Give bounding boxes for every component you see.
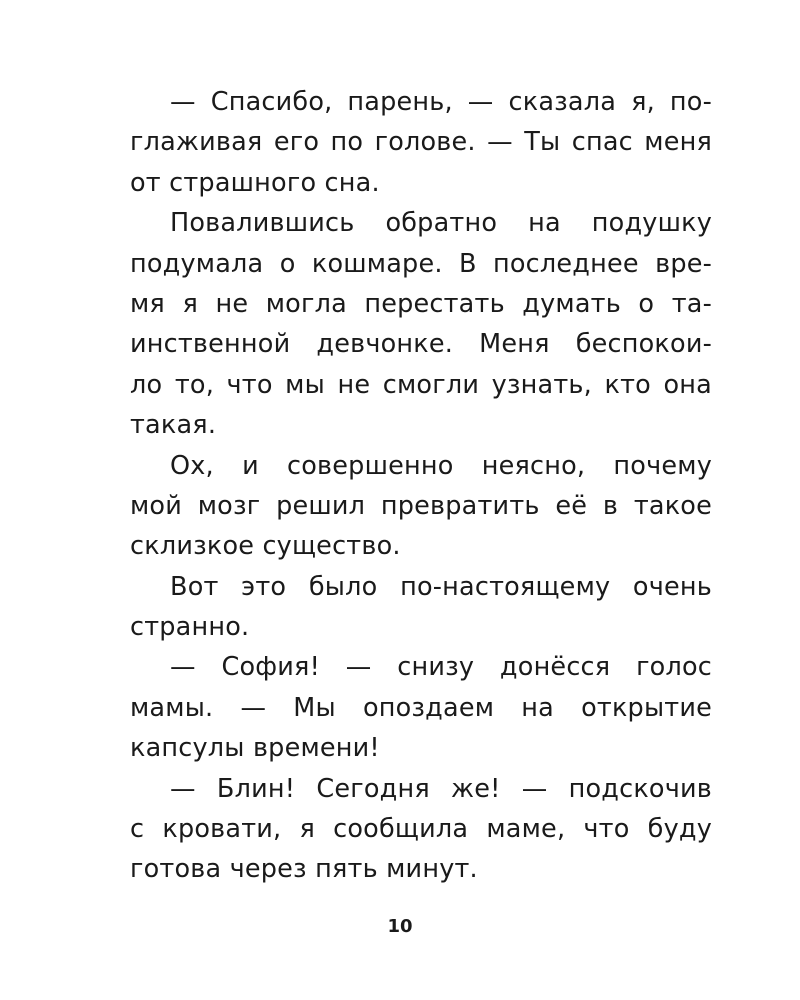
text-line: — София! — снизу донёсся голос (170, 652, 712, 683)
text-line: капсулы времени! (130, 733, 380, 764)
paragraph (130, 647, 712, 768)
text-line: ло то, что мы не смогли узнать, кто она (130, 369, 712, 400)
page-number: 10 (387, 916, 413, 937)
text-line: глаживая его по голове. — Ты спас меня (130, 127, 712, 158)
text-line: — Спасибо, парень, — сказала я, по- (170, 87, 712, 117)
paragraph (130, 769, 712, 890)
text-line: мамы. — Мы опоздаем на открытие (130, 692, 712, 723)
text-line: — Блин! Сегодня же! — подскочив (170, 773, 712, 804)
text-line: Вот это было по-настоящему очень (170, 571, 712, 602)
text-line: мя я не могла перестать думать о та- (130, 288, 712, 319)
text-line: инственной девчонке. Меня беспокои- (130, 329, 712, 360)
text-line: мой мозг решил превратить её в такое (130, 490, 712, 521)
text-line: с кровати, я сообщила маме, что буду (130, 814, 712, 845)
paragraph (130, 446, 712, 567)
text-line: от страшного сна. (130, 167, 380, 198)
paragraph (130, 82, 712, 203)
text-line: склизкое существо. (130, 531, 401, 562)
text-line: готова через пять минут. (130, 854, 478, 885)
text-line: такая. (130, 410, 217, 441)
text-line: Повалившись обратно на подушку (170, 208, 712, 239)
page-body (130, 82, 712, 890)
paragraph (130, 203, 712, 445)
text-line: странно. (130, 612, 250, 643)
paragraph (130, 567, 712, 648)
text-line: Ох, и совершенно неясно, почему (170, 450, 712, 481)
text-line: подумала о кошмаре. В последнее вре- (130, 248, 712, 279)
